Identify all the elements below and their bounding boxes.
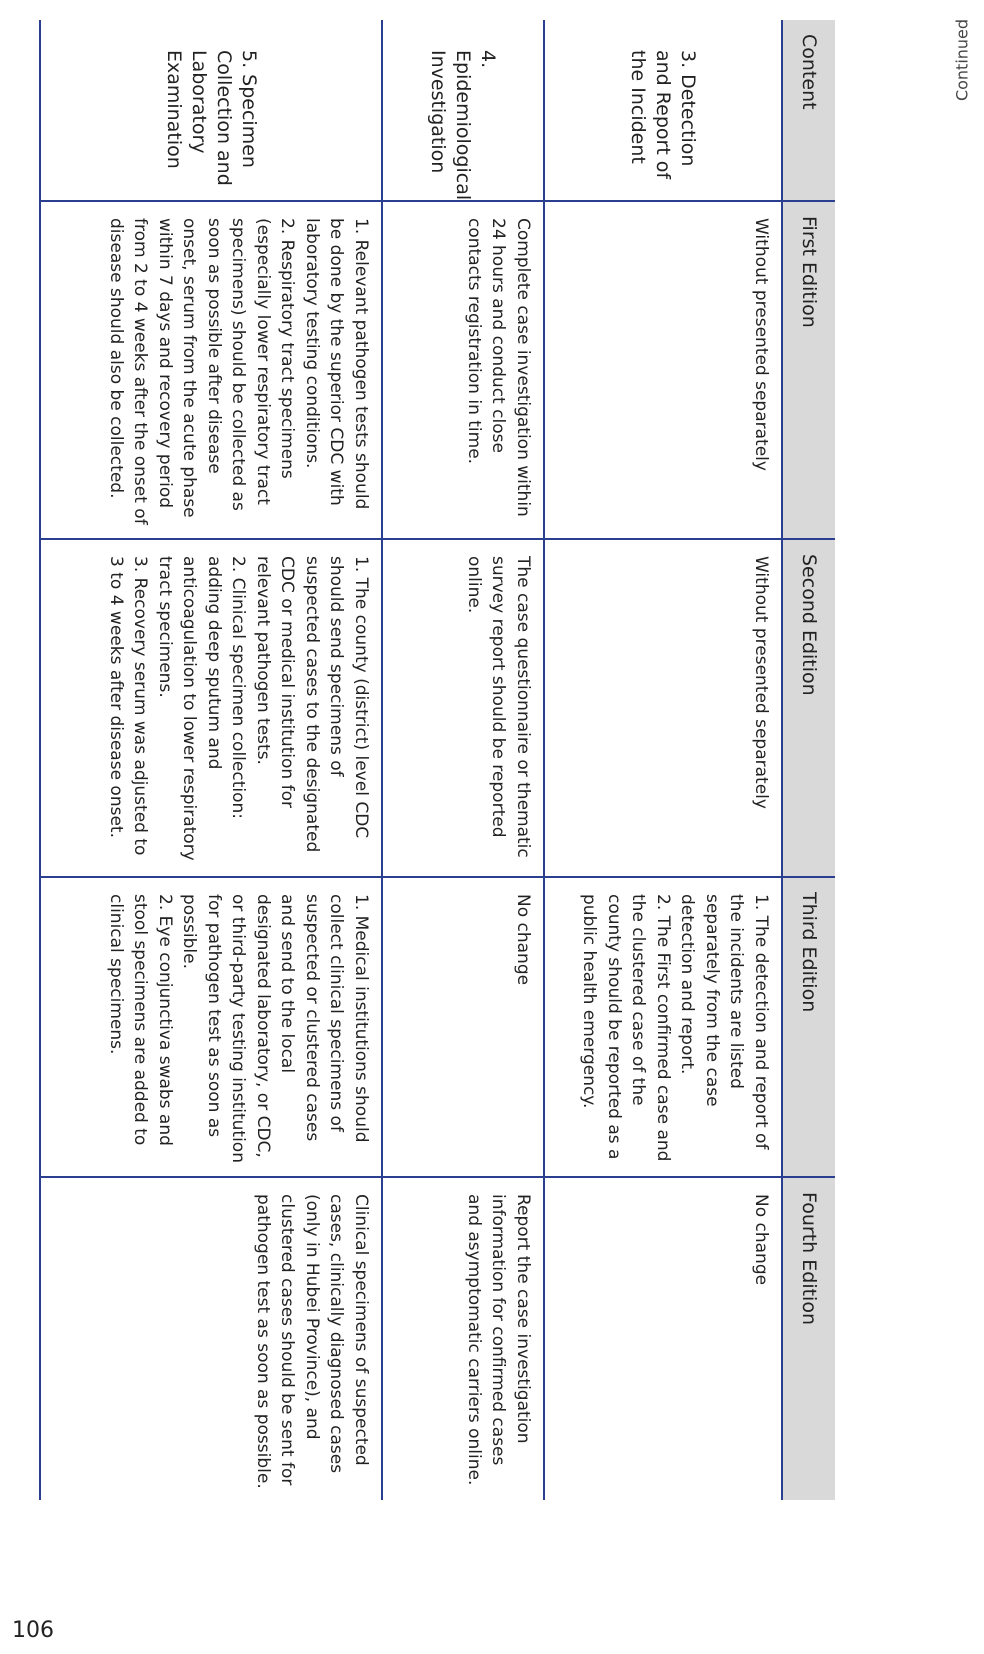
row-content-label: 5. Specimen Collection and Laboratory Examination bbox=[163, 50, 260, 186]
table-row bbox=[381, 20, 543, 1500]
continued-label: Continued bbox=[952, 18, 972, 102]
comparison-table bbox=[45, 20, 835, 1500]
header-first-edition: First Edition bbox=[783, 200, 835, 538]
first-edition-cell: 1. Relevant pathogen tests should be done by the superior CDC with laboratory testing conditions. 2. Respiratory tract specimens (especially lower respiratory tract specimens) should be collected as soon as possible after disease onset, serum from the acute phase within 7 days and recovery period from 2 to 4 weeks after the onset of disease should also be collected. bbox=[41, 200, 381, 538]
row-content-label: 3. Detection and Report of the Incident bbox=[627, 50, 700, 180]
third-edition-cell: 1. The detection and report of the incidents are listed separately from the case detection and report. 2. The First confirmed case and the clustered case of the county should be reported as a public health emergency. bbox=[545, 876, 781, 1176]
table-row bbox=[543, 20, 781, 1500]
fourth-edition-cell: No change bbox=[545, 1176, 781, 1500]
first-edition-cell: Complete case investigation within 24 hours and conduct close contacts registration in time. bbox=[383, 200, 543, 538]
header-fourth-edition: Fourth Edition bbox=[783, 1176, 835, 1500]
header-third-edition: Third Edition bbox=[783, 876, 835, 1176]
table-header-row bbox=[781, 20, 835, 1500]
second-edition-cell: The case questionnaire or thematic survey report should be reported online. bbox=[383, 538, 543, 876]
header-content: Content bbox=[798, 34, 820, 110]
header-second-edition: Second Edition bbox=[783, 538, 835, 876]
page-number: 106 bbox=[12, 1618, 54, 1643]
fourth-edition-cell: Clinical specimens of suspected cases, clinically diagnosed cases (only in Hubei Province), and clustered cases should be sent for pathogen test as soon as possible. bbox=[41, 1176, 381, 1500]
third-edition-cell: 1. Medical institutions should collect clinical specimens of suspected or clustered cases and send to the local designated laboratory, or CDC, or third-party testing institution for pathogen test as soon as possible. 2. Eye conjunctiva swabs and stool specimens are added to clinical specimens. bbox=[41, 876, 381, 1176]
row-content-label: 4. Epidemiological Investigation bbox=[427, 50, 500, 201]
first-edition-cell: Without presented separately bbox=[545, 200, 781, 538]
third-edition-cell: No change bbox=[383, 876, 543, 1176]
second-edition-cell: Without presented separately bbox=[545, 538, 781, 876]
fourth-edition-cell: Report the case investigation information for confirmed cases and asymptomatic carriers online. bbox=[383, 1176, 543, 1500]
table-row bbox=[39, 20, 381, 1500]
second-edition-cell: 1. The county (district) level CDC should send specimens of suspected cases to the designated CDC or medical institution for relevant pathogen tests. 2. Clinical specimen collection: adding deep sputum and anticoagulation to lower respiratory tract specimens. 3. Recovery serum was adjusted to 3 to 4 weeks after disease onset. bbox=[41, 538, 381, 876]
